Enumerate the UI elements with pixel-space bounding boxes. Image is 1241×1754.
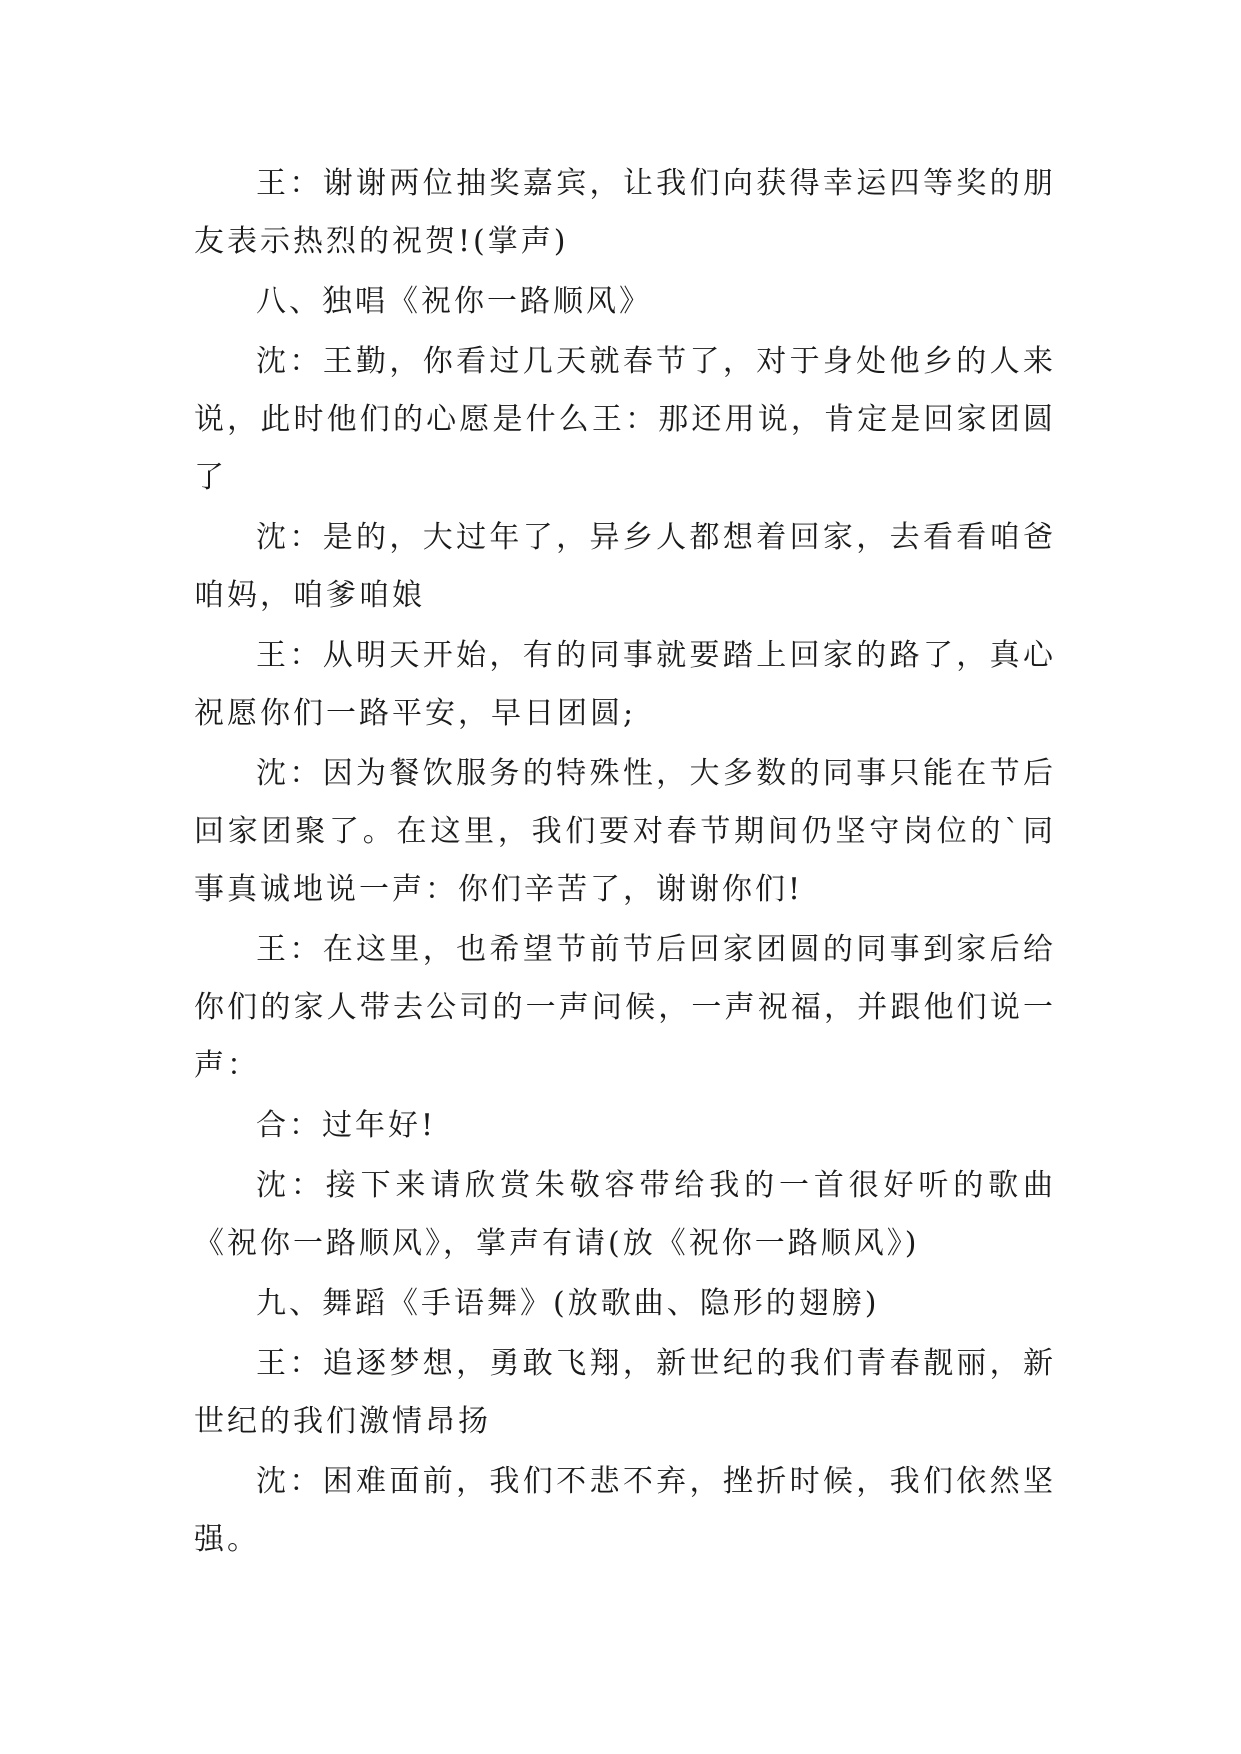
paragraph-7: 王：在这里，也希望节前节后回家团圆的同事到家后给你们的家人带去公司的一声问候，一声祝福，并跟他们说一声：: [194, 932, 1056, 1083]
paragraph-9: 沈：接下来请欣赏朱敬容带给我的一首很好听的歌曲《祝你一路顺风》，掌声有请(放《祝你一路顺风》): [194, 1168, 1056, 1261]
paragraph-3: 沈：王勤，你看过几天就春节了，对于身处他乡的人来说，此时他们的心愿是什么王：那还用说，肯定是回家团圆了: [194, 344, 1056, 495]
paragraph-6: 沈：因为餐饮服务的特殊性，大多数的同事只能在节后回家团聚了。在这里，我们要对春节期间仍坚守岗位的`同事真诚地说一声：你们辛苦了，谢谢你们!: [194, 756, 1056, 907]
paragraph-5: 王：从明天开始，有的同事就要踏上回家的路了，真心祝愿你们一路平安，早日团圆;: [194, 638, 1056, 731]
paragraph-1: 王：谢谢两位抽奖嘉宾，让我们向获得幸运四等奖的朋友表示热烈的祝贺!(掌声): [194, 166, 1056, 259]
paragraph-2: 八、独唱《祝你一路顺风》: [256, 284, 652, 319]
paragraph-8: 合：过年好!: [256, 1108, 437, 1143]
paragraph-11: 王：追逐梦想，勇敢飞翔，新世纪的我们青春靓丽，新世纪的我们激情昂扬: [194, 1346, 1056, 1439]
paragraph-4: 沈：是的，大过年了，异乡人都想着回家，去看看咱爸咱妈，咱爹咱娘: [194, 520, 1056, 613]
document-body: [194, 155, 1056, 1571]
paragraph-12: 沈：困难面前，我们不悲不弃，挫折时候，我们依然坚强。: [194, 1464, 1056, 1557]
paragraph-10: 九、舞蹈《手语舞》(放歌曲、隐形的翅膀): [256, 1286, 880, 1321]
